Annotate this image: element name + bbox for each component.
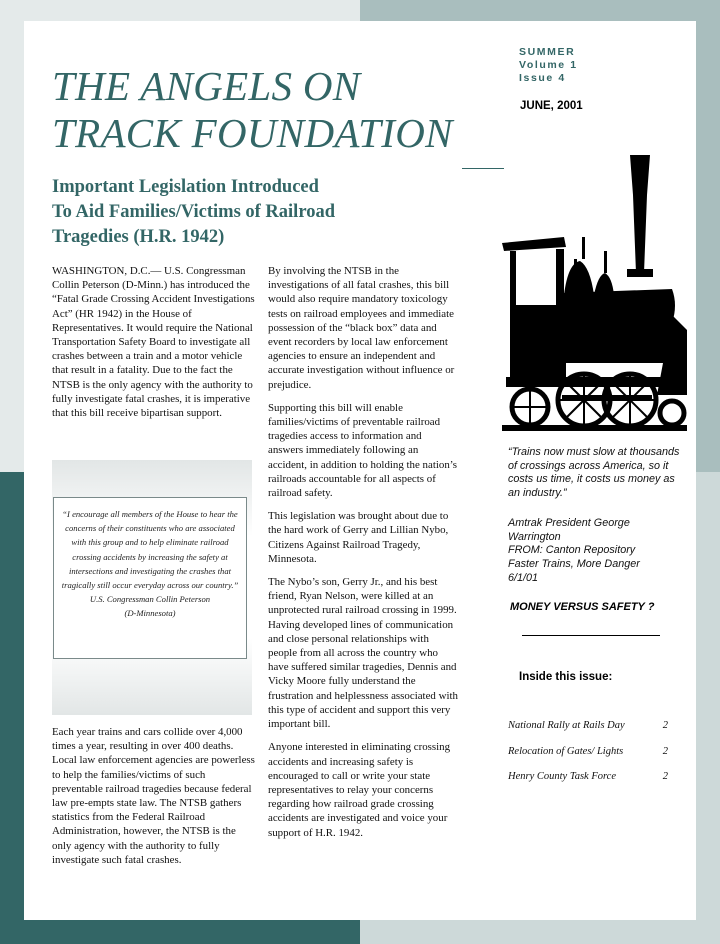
issue-volume: Volume 1 [519, 59, 578, 71]
article-paragraph: By involving the NTSB in the investigations of all fatal crashes, this bill would also require mandatory toxicology tests on railroad employees and immediate possession of the “black box” data and event recorders by local law enforcement agencies to ensure an independent and accurate investigation without influence or prejudice. [268, 265, 455, 391]
issue-info [519, 46, 578, 85]
list-item-page: 2 [662, 720, 668, 731]
source-line: FROM: Canton Repository [508, 544, 636, 557]
money-versus-safety-heading: MONEY VERSUS SAFETY ? [510, 601, 655, 613]
inside-issue-heading: Inside this issue: [519, 671, 613, 683]
article-paragraph: Each year trains and cars collide over 4,000 times a year, resulting in over 400 deaths. Local law enforcement agencies are powerless to help the families/victims of such preventable railroad tragedies because federal law pre-empts state law. The NTSB gathers statistics from the Federal Railroad Administration, however, the NTSB is the only agency with the authority to fully investigate such fatal crashes. [52, 726, 255, 866]
list-item-title: Relocation of Gates/ Lights [508, 745, 624, 757]
pull-quote-attribution-party: (D-Minnesota) [124, 608, 176, 619]
sidebar-rule [522, 635, 660, 636]
article-paragraph: Supporting this bill will enable families/victims of preventable railroad tragedies access to information and answers immediately following an accident, in addition to holding the nation’s railroads accountable for all aspects of railroad safety. [268, 401, 458, 500]
list-item[interactable] [508, 771, 668, 797]
article-column-2 [268, 264, 458, 849]
source-line: 6/1/01 [508, 571, 539, 584]
list-item-title: Henry County Task Force [508, 771, 616, 782]
list-item[interactable] [508, 720, 668, 746]
sidebar-quote [508, 446, 688, 515]
steam-locomotive-icon [502, 155, 687, 440]
pull-quote-text: “I encourage all members of the House to hear the concerns of their constituents who are associated with this group and to help eliminate railroad crossing accidents by increasing the safety at intersections and investigating the crashes that tragically still occur everyday across our country.” [61, 509, 239, 591]
source-line: Warrington [508, 530, 561, 543]
inside-issue-list [508, 720, 668, 797]
list-item-page: 2 [662, 771, 668, 782]
list-item[interactable] [508, 746, 668, 772]
masthead-rule [462, 168, 504, 169]
article-column-1-top [52, 264, 257, 429]
source-line: Amtrak President George [508, 517, 630, 529]
headline-line3: Tragedies (H.R. 1942) [52, 227, 225, 247]
source-line: Faster Trains, More Danger [508, 558, 640, 571]
article-paragraph: The Nybo’s son, Gerry Jr., and his best friend, Ryan Nelson, were killed at an unprotected rural railroad crossing in 1999. Having developed lines of communication and close personal relationships with people from all across the country who have suffered similar tragedies, Dennis and Vicky Moore fully understand the frustration and helplessness associated with this type of accident and support this very important bill. [268, 576, 458, 731]
list-item-title: National Rally at Rails Day [508, 720, 625, 731]
issue-number: Issue 4 [519, 72, 566, 84]
issue-season: SUMMER [519, 46, 576, 58]
article-paragraph: This legislation was brought about due to the hard work of Gerry and Lillian Nybo, Citizens Against Railroad Tragedy, Minnesota. [268, 510, 449, 565]
list-item-page: 2 [662, 745, 668, 757]
article-paragraph: Anyone interested in eliminating crossing accidents and increasing safety is encouraged to call or write your state representatives to relay your concerns regarding how railroad grade crossing accidents are investigated and voice your support of H.R. 1942. [268, 741, 451, 839]
masthead-title-line1: THE ANGELS ON [52, 63, 361, 109]
masthead-title [52, 63, 502, 157]
headline-line1: Important Legislation Introduced [52, 177, 319, 197]
article-headline [52, 175, 472, 250]
article-column-1-bottom [52, 725, 257, 876]
pull-quote-box [53, 497, 247, 659]
sidebar-quote-text: “Trains now must slow at thousands of crossings across America, so it costs us time, it costs us money as an industry.” [508, 446, 680, 500]
sidebar-quote-source [508, 517, 688, 586]
masthead-title-line2: TRACK FOUNDATION [52, 110, 453, 156]
issue-date: JUNE, 2001 [520, 100, 583, 112]
headline-line2: To Aid Families/Victims of Railroad [52, 202, 335, 222]
pull-quote-attribution: U.S. Congressman Collin Peterson [89, 594, 211, 605]
article-paragraph: WASHINGTON, D.C.— U.S. Congressman Collin Peterson (D-Minn.) has introduced the “Fatal Grade Crossing Accident Investigations Act” (HR 1942) in the House of Representatives. It would require the National Transportation Safety Board to investigate all crashes between a train and a motor vehicle that result in a fatality. Due to the fact the NTSB is the only agency with the authority to fully investigate fatal crashes, it is imperative that this bill receive bipartisan support. [52, 265, 255, 420]
